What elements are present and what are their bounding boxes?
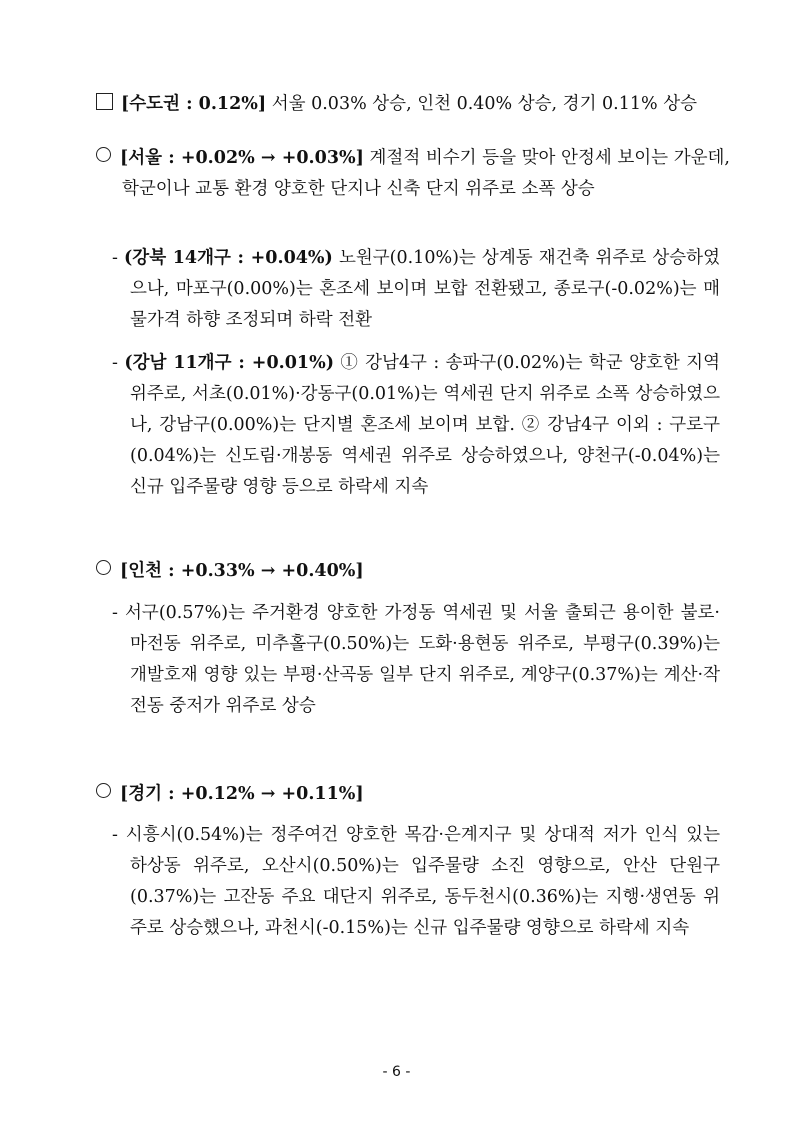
seoul-text: 계절적 비수기 등을 맞아 안정세 보이는 가운데, 학군이나 교통 환경 양호한 단지나 신축 단지 위주로 소폭 상승 bbox=[122, 148, 730, 199]
dash-bullet: - bbox=[112, 603, 118, 623]
gangnam-label: (강남 11개구 : +0.01%) bbox=[124, 353, 334, 373]
gyeonggi-label: [경기 : +0.12% → +0.11%] bbox=[120, 784, 364, 804]
seoul-label: [서울 : +0.02% → +0.03%] bbox=[120, 148, 364, 168]
gangbuk-text: 노원구(0.10%)는 상계동 재건축 위주로 상승하였으나, 마포구(0.00%)는 혼조세 보이며 보합 전환됐고, 종로구(-0.02%)는 매물가격 하향 조정되며 하락 전환 bbox=[130, 248, 720, 330]
page-number: - 6 - bbox=[382, 1064, 411, 1080]
gangnam-paragraph bbox=[112, 348, 720, 503]
incheon-paragraph bbox=[112, 598, 720, 722]
seoul-paragraph bbox=[96, 143, 730, 205]
incheon-text: 서구(0.57%)는 주거환경 양호한 가정동 역세권 및 서울 출퇴근 용이한 불로·마전동 위주로, 미추홀구(0.50%)는 도화·용현동 위주로, 부평구(0.39%)는 개발호재 영향 있는 부평·산곡동 일부 단지 위주로, 계양구(0.37%)는 계산·작전동 중저가 위주로 상승 bbox=[125, 603, 720, 716]
heading-text: 서울 0.03% 상승, 인천 0.40% 상승, 경기 0.11% 상승 bbox=[266, 94, 698, 114]
gyeonggi-text: 시흥시(0.54%)는 정주여건 양호한 목감·은계지구 및 상대적 저가 인식 있는 하상동 위주로, 오산시(0.50%)는 입주물량 소진 영향으로, 안산 단원구(0.37%)는 고잔동 주요 대단지 위주로, 동두천시(0.36%)는 지행·생연동 위주로 상승했으나, 과천시(-0.15%)는 신규 입주물량 영향으로 하락세 지속 bbox=[125, 825, 720, 938]
gyeonggi-heading bbox=[96, 779, 730, 810]
dash-bullet: - bbox=[112, 248, 118, 268]
section-heading bbox=[96, 89, 706, 120]
gangbuk-paragraph bbox=[112, 243, 720, 336]
circle-bullet-icon bbox=[96, 560, 111, 575]
circle-bullet-icon bbox=[96, 783, 111, 798]
incheon-label: [인천 : +0.33% → +0.40%] bbox=[120, 561, 364, 581]
heading-label: [수도권 : 0.12%] bbox=[121, 94, 267, 114]
dash-bullet: - bbox=[112, 353, 118, 373]
incheon-heading bbox=[96, 556, 730, 587]
gyeonggi-paragraph bbox=[112, 820, 720, 944]
gangnam-text: ① 강남4구 : 송파구(0.02%)는 학군 양호한 지역 위주로, 서초(0.01%)·강동구(0.01%)는 역세권 단지 위주로 소폭 상승하였으나, 강남구(0.00%)는 단지별 혼조세 보이며 보합. ② 강남4구 이외 : 구로구(0.04%)는 신도림·개봉동 역세권 위주로 상승하였으나, 양천구(-0.04%)는 신규 입주물량 영향 등으로 하락세 지속 bbox=[130, 353, 720, 497]
square-bullet-icon bbox=[96, 93, 113, 110]
circle-bullet-icon bbox=[96, 147, 111, 162]
gangbuk-label: (강북 14개구 : +0.04%) bbox=[124, 248, 333, 268]
dash-bullet: - bbox=[112, 825, 118, 845]
